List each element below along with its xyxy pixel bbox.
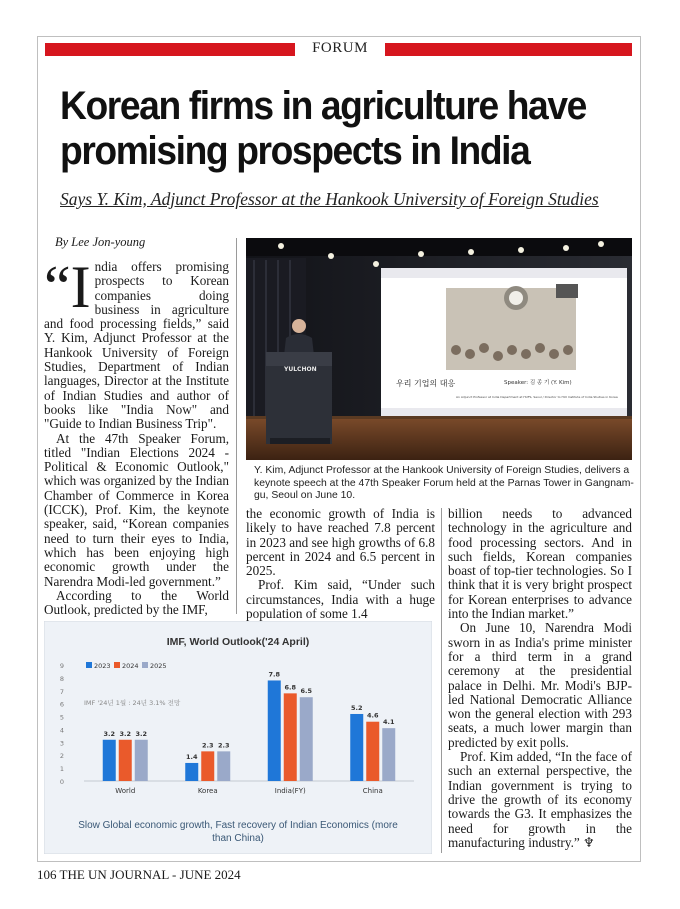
byline: By Lee Jon-young	[55, 235, 146, 249]
bar-2023-China	[350, 714, 363, 781]
chart-title: IMF, World Outlook('24 April)	[166, 636, 310, 648]
imf-chart	[44, 621, 432, 854]
article-paragraph: Prof. Kim added, “In the face of such an external perspective, the Indian government is trying to drive the growth of its economy towards the G3. It emphasizes the need for growth in the manufacturing industry.” ♆	[448, 749, 632, 850]
y-tick-label: 5	[59, 713, 64, 722]
y-tick-label: 4	[59, 726, 64, 735]
bar-2025-India(FY)	[300, 697, 313, 781]
category-label: World	[115, 787, 136, 795]
bar-value-label: 6.5	[300, 687, 313, 696]
bar-2023-World	[103, 740, 116, 781]
slide-bio-text: An Adjunct Professor at India Department at HUFS, Seoul / Director to HUI Institute of India Studies in Korea	[456, 395, 618, 399]
bar-2024-World	[119, 740, 132, 781]
bar-2025-China	[382, 728, 395, 781]
bar-2024-China	[366, 722, 379, 781]
bar-2023-India(FY)	[268, 680, 281, 781]
chart-annotation: IMF '24년 1월 : 24년 3.1% 전망	[84, 699, 181, 707]
bar-2023-Korea	[185, 763, 198, 781]
bar-value-label: 4.1	[382, 718, 395, 727]
podium-text: YULCHON	[284, 366, 317, 373]
bar-2024-Korea	[201, 751, 214, 781]
legend-swatch	[142, 662, 148, 668]
y-tick-label: 2	[59, 752, 64, 761]
y-tick-label: 1	[59, 765, 64, 774]
article-paragraph: billion needs to advanced technology in the agriculture and food processing sectors. And in such fields, Korean companies boast of top-tier technologies. So I think that it is very bright prospect for Korean enterprises to advance into the Indian market.”	[448, 506, 632, 622]
chart-footnote-line-2: than China)	[212, 833, 264, 844]
end-mark-icon: ♆	[583, 834, 595, 850]
bar-value-label: 1.4	[185, 752, 198, 761]
legend-label: 2025	[150, 662, 167, 670]
page-footer: 106 THE UN JOURNAL - JUNE 2024	[37, 867, 241, 882]
category-label: India(FY)	[274, 787, 306, 795]
bar-2024-India(FY)	[284, 693, 297, 781]
legend-label: 2024	[122, 662, 139, 670]
y-tick-label: 0	[59, 778, 64, 786]
bar-2025-Korea	[217, 751, 230, 781]
drop-cap: “I	[44, 254, 91, 320]
article-paragraph: the economic growth of India is likely to have reached 7.8 percent in 2023 and see high growths of 6.8 percent in 2024 and 6.5 percent in 2025.	[246, 506, 435, 579]
bar-value-label: 3.2	[135, 729, 148, 738]
article-paragraph: “I ndia offers promising prospects to Korean companies doing business in agriculture and food processing fields,” said Y. Kim, Adjunct Professor at the Hankook University of Foreign Studies, Department of Indian languages, Director at the Institute of Indian Studies and author of books like "India Now" and "Guide to Indian Business Trip".	[44, 254, 229, 432]
column-rule	[236, 238, 237, 614]
article-column-2	[246, 507, 435, 621]
section-label: FORUM	[312, 40, 368, 56]
y-tick-label: 6	[59, 700, 64, 709]
category-label: Korea	[197, 787, 218, 795]
article-paragraph: At the 47th Speaker Forum, titled "Indian Elections 2024 - Political & Economic Outlook," which was organized by the Indian Chamber of Commerce in Korea (ICCK), Prof. Kim, the keynote speaker, said, “Korean companies need to turn their eyes to India, which has been enjoying high economic growth under the Narendra Modi-led government.”	[44, 430, 229, 589]
bar-value-label: 6.8	[284, 683, 297, 692]
chart-footnote-line-1: Slow Global economic growth, Fast recovery of Indian Economics (more	[78, 820, 398, 831]
bar-value-label: 4.6	[366, 711, 379, 720]
headline: Korean firms in agriculture have promising prospects in India	[60, 84, 586, 173]
slide-heading-text: 우리 기업의 대응	[396, 379, 456, 388]
article-paragraph: According to the World Outlook, predicted by the IMF,	[44, 587, 229, 618]
bar-value-label: 2.3	[217, 741, 230, 750]
y-tick-label: 7	[59, 687, 64, 696]
bar-value-label: 5.2	[350, 703, 363, 712]
y-tick-label: 3	[59, 739, 64, 748]
article-column-1	[44, 254, 229, 618]
photo-caption: Y. Kim, Adjunct Professor at the Hankook University of Foreign Studies, delivers a keynote speech at the 47th Speaker Forum held at the Parnas Tower in Gangnam-gu, Seoul on June 10.	[254, 465, 634, 502]
legend-label: 2023	[94, 662, 111, 670]
y-tick-label: 9	[59, 662, 64, 670]
legend-swatch	[114, 662, 120, 668]
legend-swatch	[86, 662, 92, 668]
bar-value-label: 7.8	[268, 670, 281, 679]
speaker-photo	[246, 238, 632, 460]
article-paragraph: Prof. Kim said, “Under such circumstances, India with a huge population of some 1.4	[246, 577, 435, 622]
bar-value-label: 3.2	[103, 729, 116, 738]
column-rule	[441, 508, 442, 853]
bar-2025-World	[135, 740, 148, 781]
section-bar-left	[45, 43, 295, 56]
bar-value-label: 3.2	[119, 729, 132, 738]
subheadline: Says Y. Kim, Adjunct Professor at the Hankook University of Foreign Studies	[60, 189, 599, 209]
y-tick-label: 8	[59, 674, 64, 683]
article-column-3	[448, 507, 632, 850]
bar-value-label: 2.3	[201, 741, 214, 750]
section-bar-right	[385, 43, 632, 56]
category-label: China	[362, 787, 383, 795]
slide-speaker-text: Speaker: 김 종 기 (Y. Kim)	[504, 380, 572, 386]
article-paragraph: On June 10, Narendra Modi sworn in as India's prime minister for a third term in a grand ceremony at the presidential palace in Delhi. Mr. Modi's BJP-led National Democratic Alliance won the general election with 293 seats, a much lower margin than predicted by exit polls.	[448, 620, 632, 750]
